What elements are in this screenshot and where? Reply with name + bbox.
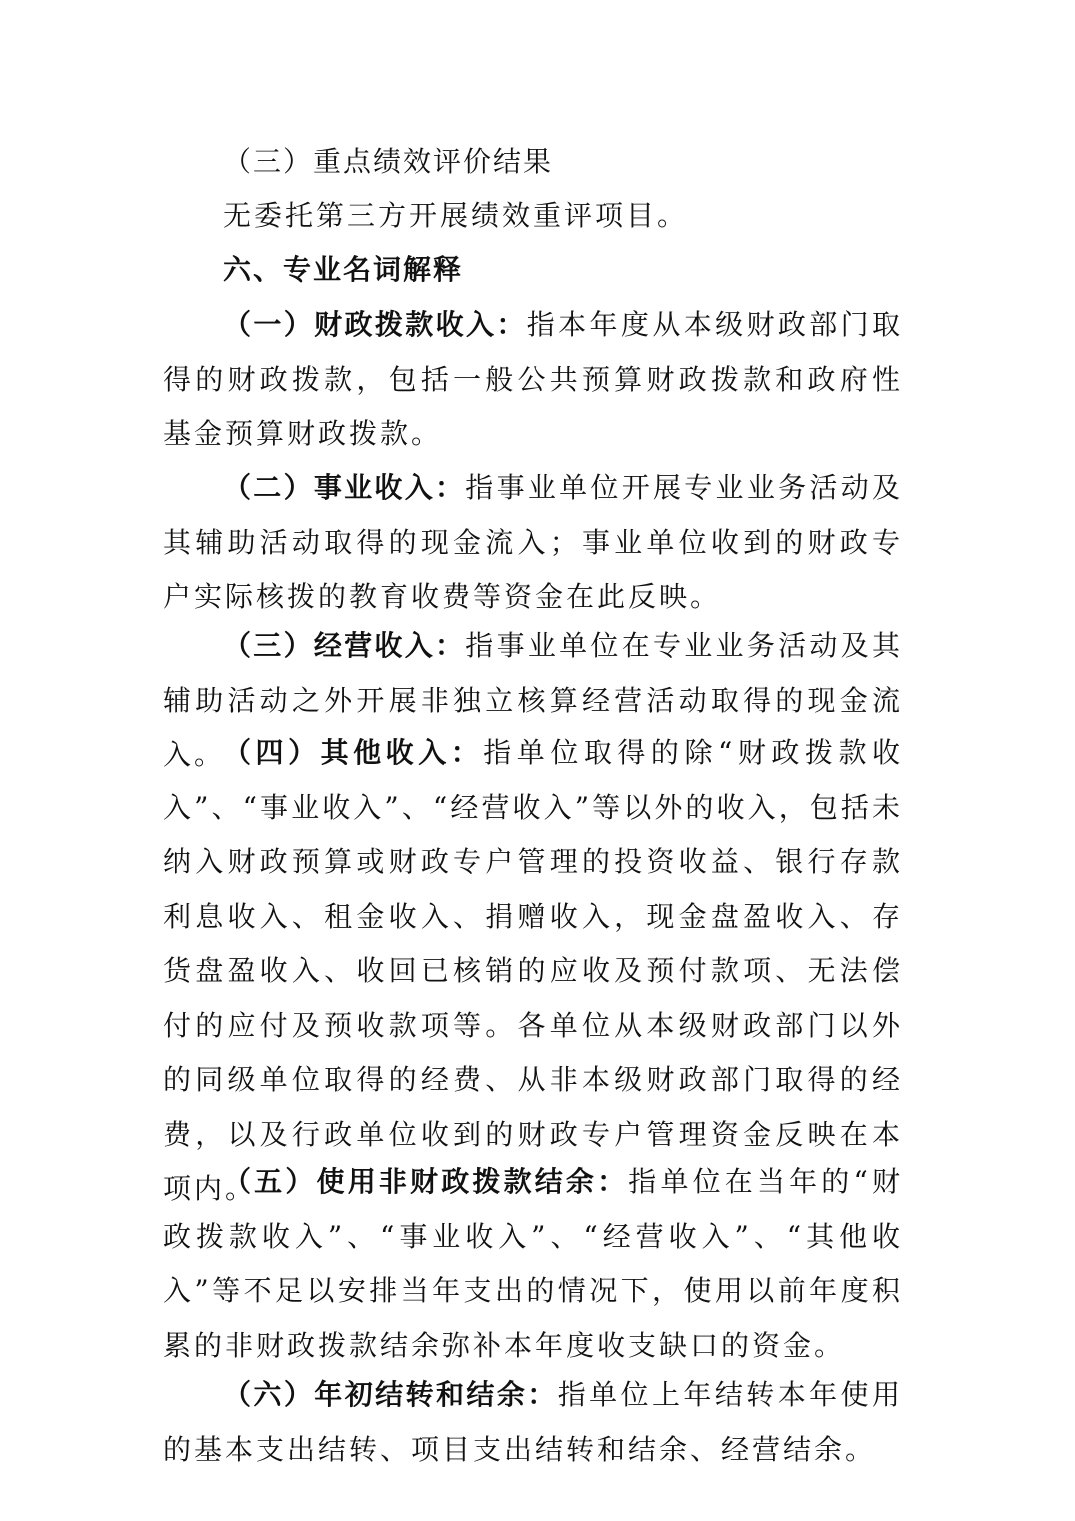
- definition-term: （四）其他收入：: [223, 736, 484, 769]
- section-body-text: 无委托第三方开展绩效重评项目。: [223, 199, 689, 232]
- definition-text: 指本年度从本级财政部门取得的财政拨款，包括一般公共预算财政拨款和政府性基金预算财政拨款。: [163, 308, 903, 450]
- definition-term: （五）使用非财政拨款结余：: [223, 1165, 629, 1198]
- definition-item: [163, 1155, 903, 1373]
- definition-item: [163, 461, 903, 625]
- definition-item: [163, 298, 903, 462]
- definition-text: 指事业单位在专业业务活动及其辅助活动之外开展非独立核算经营活动取得的现金流入。: [163, 629, 903, 771]
- section-heading-performance-results: [223, 135, 553, 189]
- definition-term: （一）财政拨款收入：: [223, 308, 527, 341]
- section-heading-glossary: 六、专业名词解释: [223, 253, 464, 286]
- definition-text: 指单位上年结转本年使用的基本支出结转、项目支出结转和结余、经营结余。: [163, 1378, 903, 1466]
- definition-text: 指事业单位开展专业业务活动及其辅助活动取得的现金流入；事业单位收到的财政专户实际核拨的教育收费等资金在此反映。: [163, 471, 903, 613]
- definition-text: 指单位在当年的“财政拨款收入”、“事业收入”、“经营收入”、“其他收入”等不足以安排当年支出的情况下，使用以前年度积累的非财政拨款结余弥补本年度收支缺口的资金。: [163, 1165, 903, 1362]
- definition-term: （二）事业收入：: [223, 471, 466, 504]
- section-heading-text: （三）重点绩效评价结果: [223, 145, 554, 178]
- definition-term: （三）经营收入：: [223, 629, 466, 662]
- definition-item: [163, 1368, 903, 1477]
- definition-item: [163, 726, 903, 1217]
- definition-text: 指单位取得的除“财政拨款收入”、“事业收入”、“经营收入”等以外的收入，包括未纳入财政预算或财政专户管理的投资收益、银行存款利息收入、租金收入、捐赠收入，现金盘盈收入、存货盘盈收入、收回已核销的应收及预付款项、无法偿付的应付及预收款项等。各单位从本级财政部门以外的同级单位取得的经费、从非本级财政部门取得的经费，以及行政单位收到的财政专户管理资金反映在本项内。: [163, 736, 903, 1205]
- definition-term: （六）年初结转和结余：: [223, 1378, 558, 1411]
